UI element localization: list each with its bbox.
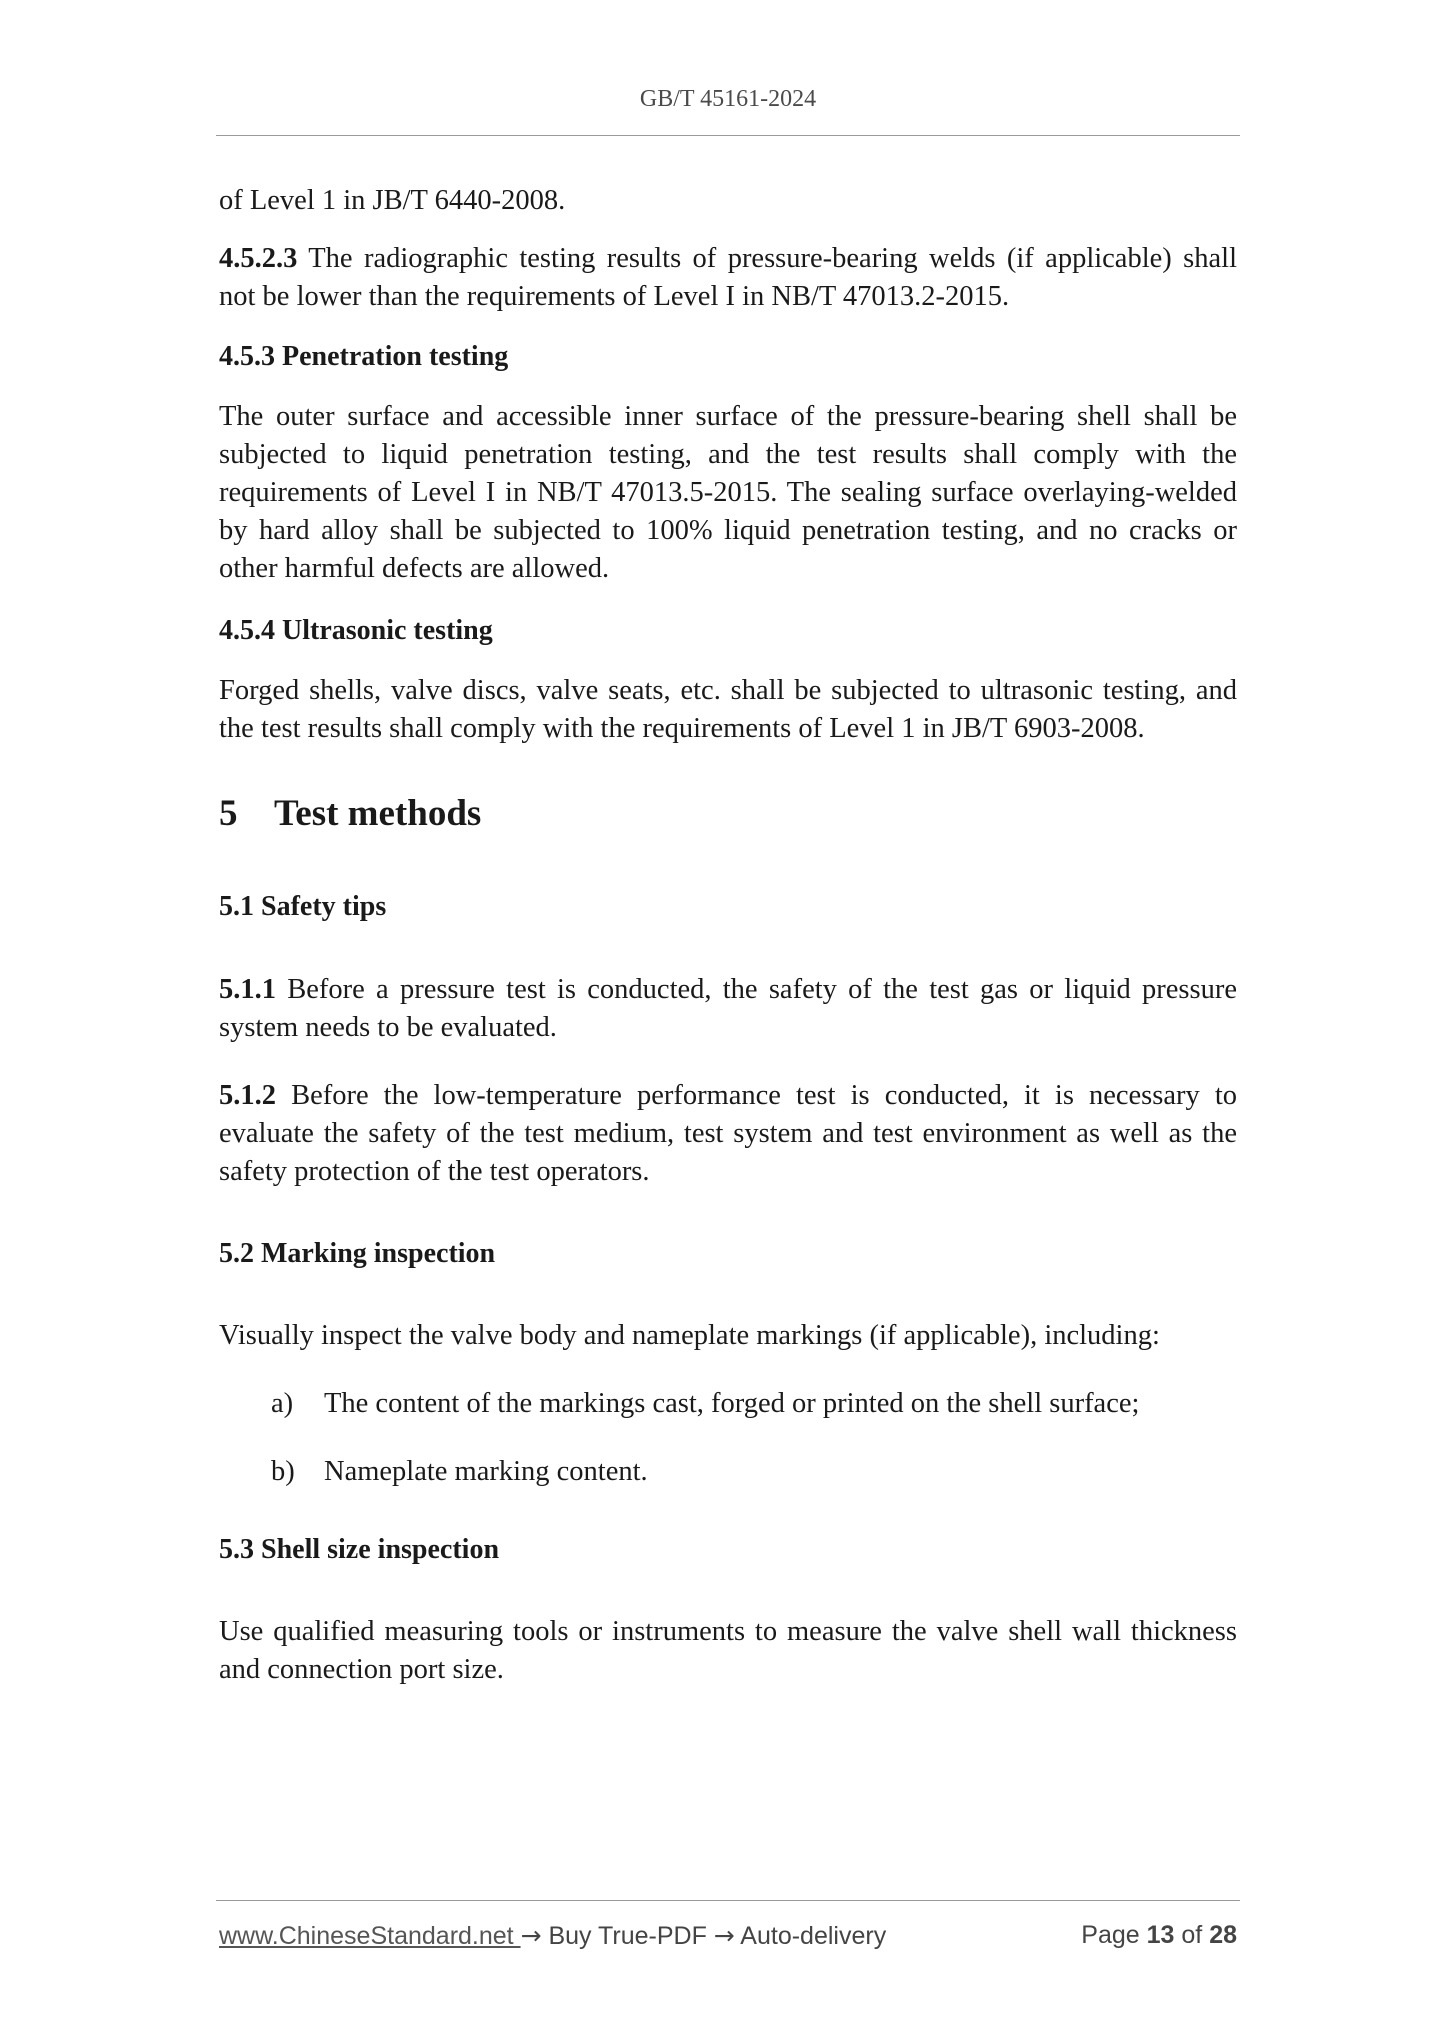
clause-number: 4.5.2.3 (219, 243, 298, 274)
section-number: 5 (219, 793, 238, 834)
page-header: GB/T 45161-2024 (639, 86, 817, 112)
page-counter (1081, 1921, 1237, 1951)
buy-pdf-text: Buy True-PDF (541, 1922, 714, 1950)
clause-text: Before a pressure test is conducted, the safety of the test gas or liquid pressure system needs to be evaluated. (219, 974, 1237, 1043)
clause-4-5-2-3 (219, 240, 1237, 316)
list-item (271, 1385, 1237, 1423)
clause-text: Before the low-temperature performance test is conducted, it is necessary to evaluate the safety of the test medium, test system and test environment as well as the safety protection of the test operators. (219, 1080, 1237, 1187)
list-item-text: Nameplate marking content. (324, 1456, 648, 1487)
paragraph-4-5-4: Forged shells, valve discs, valve seats, etc. shall be subjected to ultrasonic testing, and the test results shall comply with the requirements of Level 1 in JB/T 6903-2008. (219, 675, 1237, 744)
list-marker: b) (271, 1456, 295, 1487)
list-item (271, 1453, 1237, 1491)
heading-4-5-3: 4.5.3 Penetration testing (219, 341, 509, 372)
page-number: 13 (1146, 1921, 1175, 1949)
footer-promo (219, 1921, 886, 1951)
footer-divider (216, 1900, 1240, 1901)
of-label: of (1181, 1921, 1203, 1949)
continuation-paragraph: of Level 1 in JB/T 6440-2008. (219, 185, 566, 216)
clause-5-1-1 (219, 971, 1237, 1047)
total-pages: 28 (1209, 1921, 1237, 1949)
heading-4-5-4: 4.5.4 Ultrasonic testing (219, 615, 493, 646)
heading-5-1: 5.1 Safety tips (219, 891, 387, 922)
auto-delivery-text: Auto-delivery (734, 1922, 887, 1950)
section-title: Test methods (274, 793, 482, 834)
clause-5-1-2 (219, 1077, 1237, 1191)
clause-number: 5.1.1 (219, 974, 276, 1005)
arrow-right-icon: → (520, 1921, 542, 1950)
clause-text: The radiographic testing results of pressure-bearing welds (if applicable) shall not be lower than the requirements of Level I in NB/T 47013.2-2015. (219, 243, 1237, 312)
clause-number: 5.1.2 (219, 1080, 276, 1111)
paragraph-4-5-3: The outer surface and accessible inner surface of the pressure-bearing shell shall be subjected to liquid penetration testing, and the test results shall comply with the requirements of Level I in NB/T 47013.5-2015. The sealing surface overlaying-welded by hard alloy shall be subjected to 100% liquid penetration testing, and no cracks or other harmful defects are allowed. (219, 401, 1237, 584)
document-body (219, 182, 1237, 1689)
heading-5-3: 5.3 Shell size inspection (219, 1534, 500, 1565)
paragraph-5-3: Use qualified measuring tools or instruments to measure the valve shell wall thickness and connection port size. (219, 1616, 1237, 1685)
heading-5-2: 5.2 Marking inspection (219, 1238, 496, 1269)
header-divider (216, 135, 1240, 136)
page-label: Page (1081, 1921, 1140, 1949)
list-item-text: The content of the markings cast, forged or printed on the shell surface; (324, 1388, 1140, 1419)
arrow-right-icon: → (713, 1921, 735, 1950)
paragraph-5-2: Visually inspect the valve body and nameplate markings (if applicable), including: (219, 1320, 1160, 1351)
website-link[interactable]: www.ChineseStandard.net (219, 1922, 521, 1950)
page-footer (219, 1921, 1237, 1951)
list-marker: a) (271, 1388, 294, 1419)
section-5-heading (219, 792, 1237, 836)
